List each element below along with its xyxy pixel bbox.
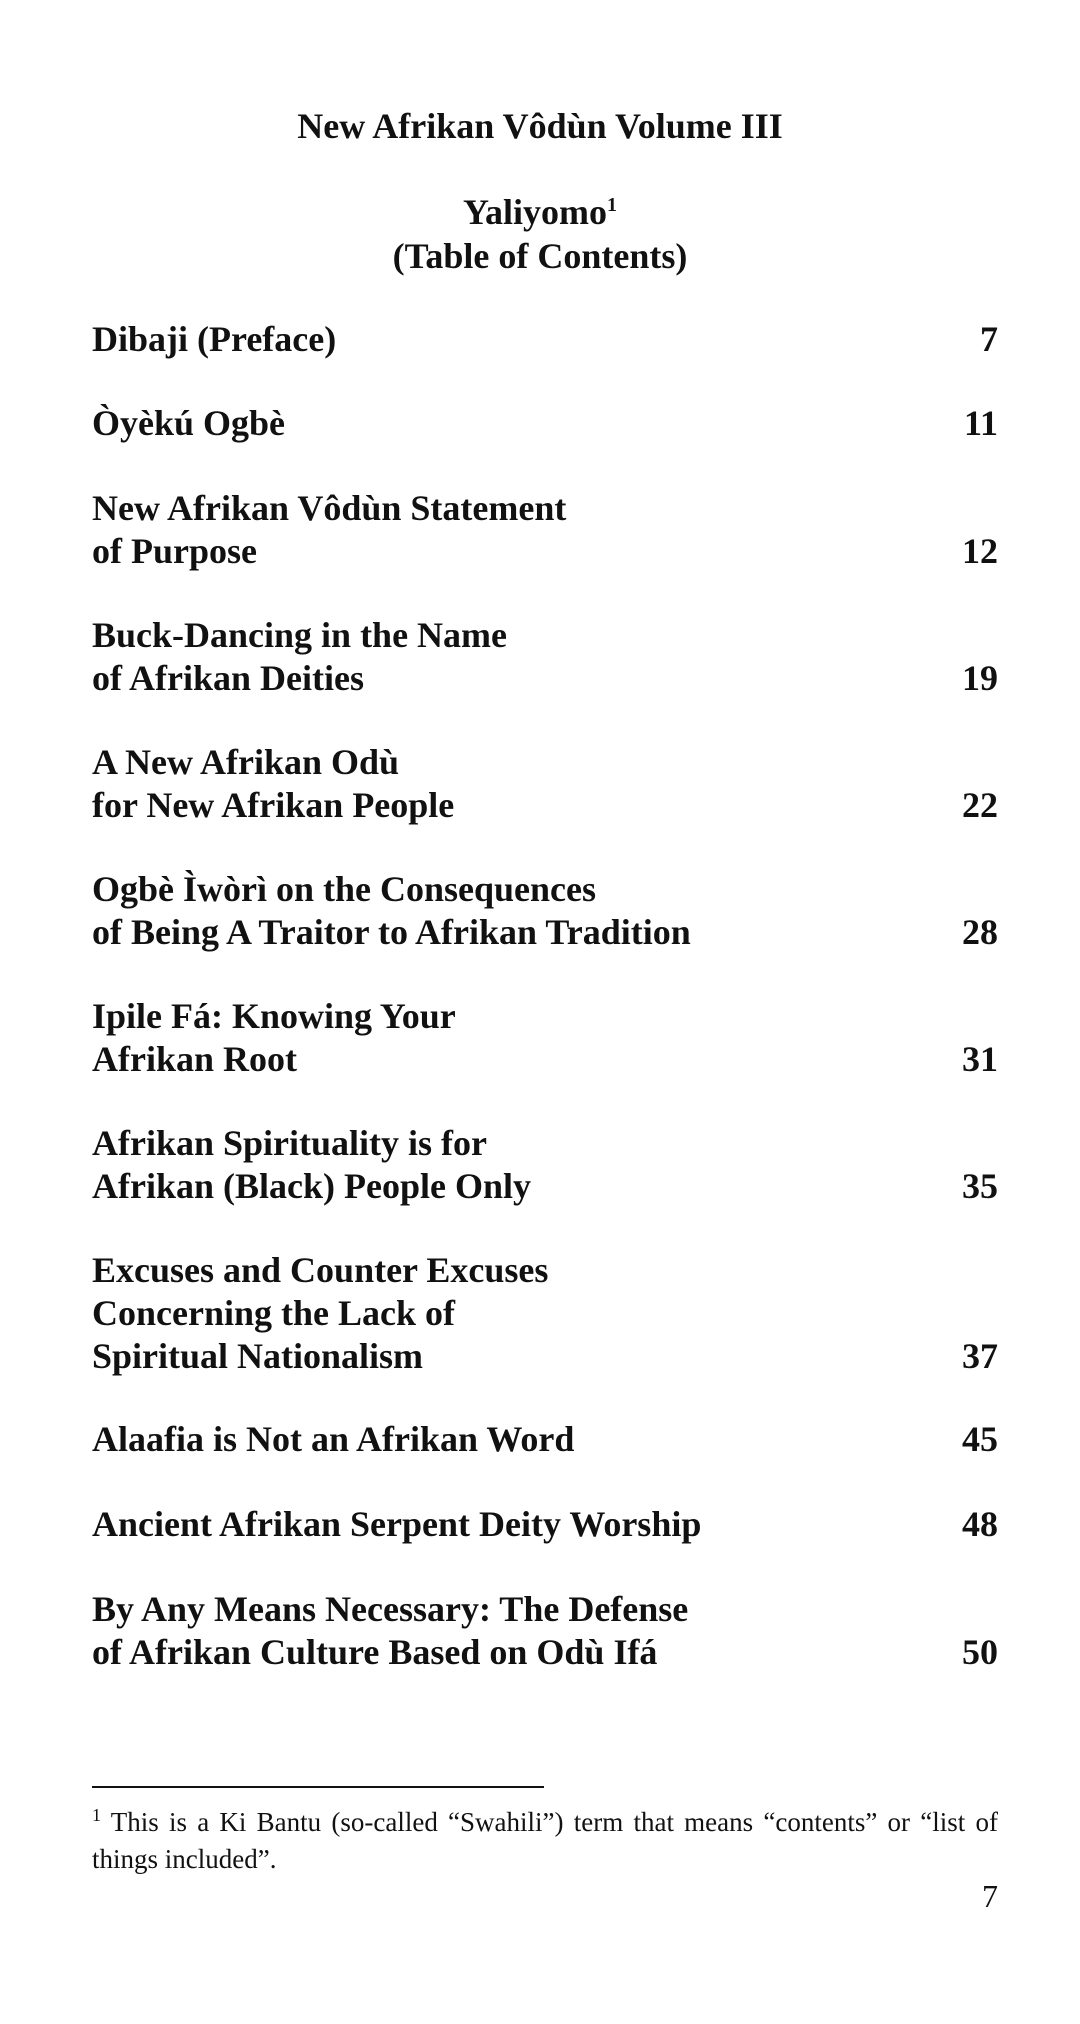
toc-title: Yaliyomo [463,192,607,232]
entry-title-line: Ogbè Ìwòrì on the Consequences [92,869,597,909]
toc-entry-excuses [92,1249,998,1378]
footnote-marker: 1 [92,1805,101,1825]
entry-page-number: 48 [962,1504,998,1544]
entry-page-number: 28 [962,912,998,952]
entry-title [92,614,892,700]
entry-page-number: 12 [962,531,998,571]
entry-title [92,995,892,1081]
entry-page-number: 19 [962,658,998,698]
entry-title-line: of Purpose [92,531,257,571]
book-title: New Afrikan Vôdùn Volume III [297,106,783,146]
entry-title [92,402,892,445]
toc-entry-buck-dancing [92,614,998,700]
entry-page-number: 50 [962,1632,998,1672]
entry-title-line: Ancient Afrikan Serpent Deity Worship [92,1504,702,1544]
entry-page-number: 11 [963,403,998,443]
entry-title [92,318,892,361]
entry-title-line: New Afrikan Vôdùn Statement [92,488,567,528]
entry-title-line: Afrikan Spirituality is for [92,1123,488,1163]
entry-page-number: 37 [962,1336,998,1376]
toc-entry-afrikan-spirituality [92,1122,998,1208]
entry-title-line: Afrikan (Black) People Only [92,1166,531,1206]
entry-title-line: A New Afrikan Odù [92,742,400,782]
entry-title [92,1122,892,1208]
toc-entry-oyeku-ogbe [92,402,998,445]
footnote-text: This is a Ki Bantu (so-called “Swahili”) term that means “contents” or “list of things included”. [92,1807,998,1874]
entry-title [92,1249,892,1378]
entry-title-line: of Being A Traitor to Afrikan Tradition [92,912,691,952]
entry-title-line: Ipile Fá: Knowing Your [92,996,456,1036]
entry-title-line: of Afrikan Deities [92,658,364,698]
toc-entry-ipile-fa [92,995,998,1081]
toc-title-line [0,190,1080,234]
entry-title-line: Alaafia is Not an Afrikan Word [92,1419,575,1459]
toc-heading [0,190,1080,278]
toc-entry-preface [92,318,998,361]
toc-entry-new-afrikan-odu [92,741,998,827]
entry-title-line: Afrikan Root [92,1039,297,1079]
entry-title-line: of Afrikan Culture Based on Odù Ifá [92,1632,658,1672]
footnote [92,1804,998,1878]
entry-page-number: 35 [962,1166,998,1206]
entry-title-line: Excuses and Counter Excuses [92,1250,549,1290]
entry-title-line: Dibaji (Preface) [92,319,337,359]
toc-entry-by-any-means [92,1588,998,1674]
entry-page-number: 7 [980,319,998,359]
toc-subtitle: (Table of Contents) [392,236,688,276]
footnote-reference: 1 [607,194,617,216]
entry-title [92,487,892,573]
entry-title [92,1588,892,1674]
entry-page-number: 45 [962,1419,998,1459]
entry-title [92,741,892,827]
entry-title-line: Òyèkú Ogbè [92,403,286,443]
entry-page-number: 22 [962,785,998,825]
toc-entry-ogbe-iwori [92,868,998,954]
page-number: 7 [982,1878,998,1914]
entry-title [92,1418,892,1461]
toc-entry-alaafia [92,1418,998,1461]
entry-title-line: Spiritual Nationalism [92,1336,424,1376]
toc-entry-serpent-deity [92,1503,998,1546]
entry-title-line: Concerning the Lack of [92,1293,455,1333]
entry-title [92,868,892,954]
entry-title-line: By Any Means Necessary: The Defense [92,1589,689,1629]
entry-title-line: Buck-Dancing in the Name [92,615,508,655]
entry-title [92,1503,892,1546]
entry-page-number: 31 [962,1039,998,1079]
footnote-divider [92,1786,544,1788]
entry-title-line: for New Afrikan People [92,785,455,825]
toc-entry-statement-of-purpose [92,487,998,573]
